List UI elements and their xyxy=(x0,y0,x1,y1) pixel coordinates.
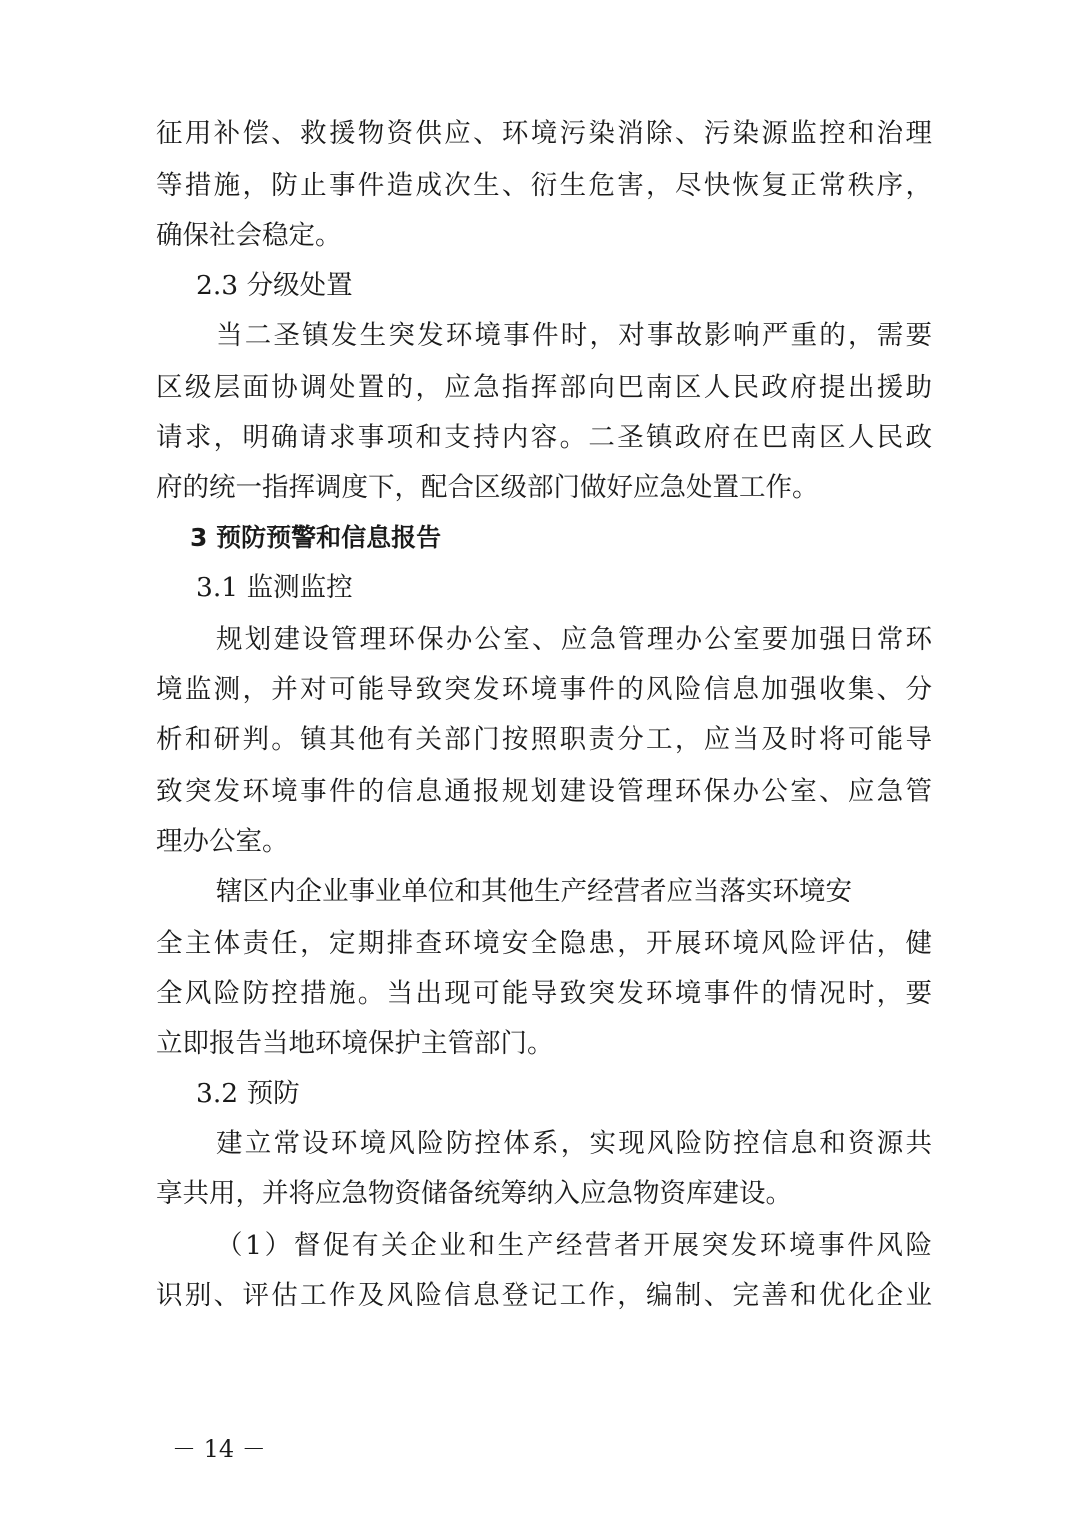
paragraph-line: 致突发环境事件的信息通报规划建设管理环保办公室、应急管 xyxy=(156,776,932,807)
paragraph-line: 确保社会稳定。 xyxy=(156,220,342,251)
section-heading-3-2: 3.2 预防 xyxy=(196,1078,300,1109)
paragraph-line: 请求，明确请求事项和支持内容。二圣镇政府在巴南区人民政 xyxy=(156,422,932,453)
paragraph-line: 境监测，并对可能导致突发环境事件的风险信息加强收集、分 xyxy=(156,674,932,705)
paragraph-line: 府的统一指挥调度下，配合区级部门做好应急处置工作。 xyxy=(156,472,819,503)
paragraph-line: 等措施，防止事件造成次生、衍生危害，尽快恢复正常秩序， xyxy=(156,170,932,201)
paragraph-line: 享共用，并将应急物资储备统筹纳入应急物资库建设。 xyxy=(156,1178,792,1209)
paragraph-line: 建立常设环境风险防控体系，实现风险防控信息和资源共 xyxy=(216,1128,932,1159)
chapter-heading-3: 3 预防预警和信息报告 xyxy=(190,523,442,552)
paragraph-line: 征用补偿、救援物资供应、环境污染消除、污染源监控和治理 xyxy=(156,118,932,149)
paragraph-line: 规划建设管理环保办公室、应急管理办公室要加强日常环 xyxy=(216,624,932,655)
paragraph-line: 识别、评估工作及风险信息登记工作，编制、完善和优化企业 xyxy=(156,1280,932,1311)
paragraph-line: 理办公室。 xyxy=(156,826,289,857)
section-heading-2-3: 2.3 分级处置 xyxy=(196,270,353,301)
paragraph-line: 当二圣镇发生突发环境事件时，对事故影响严重的，需要 xyxy=(216,320,932,351)
paragraph-line: 全主体责任，定期排查环境安全隐患，开展环境风险评估，健 xyxy=(156,928,932,959)
paragraph-line: 立即报告当地环境保护主管部门。 xyxy=(156,1028,554,1059)
page-number: － 14 － xyxy=(172,1435,266,1463)
paragraph-line: 全风险防控措施。当出现可能导致突发环境事件的情况时，要 xyxy=(156,978,932,1009)
section-heading-3-1: 3.1 监测监控 xyxy=(196,572,353,603)
paragraph-line: （1）督促有关企业和生产经营者开展突发环境事件风险 xyxy=(216,1230,932,1261)
paragraph-line: 区级层面协调处置的，应急指挥部向巴南区人民政府提出援助 xyxy=(156,372,932,403)
paragraph-line: 辖区内企业事业单位和其他生产经营者应当落实环境安 xyxy=(216,876,852,907)
paragraph-line: 析和研判。镇其他有关部门按照职责分工，应当及时将可能导 xyxy=(156,724,932,755)
